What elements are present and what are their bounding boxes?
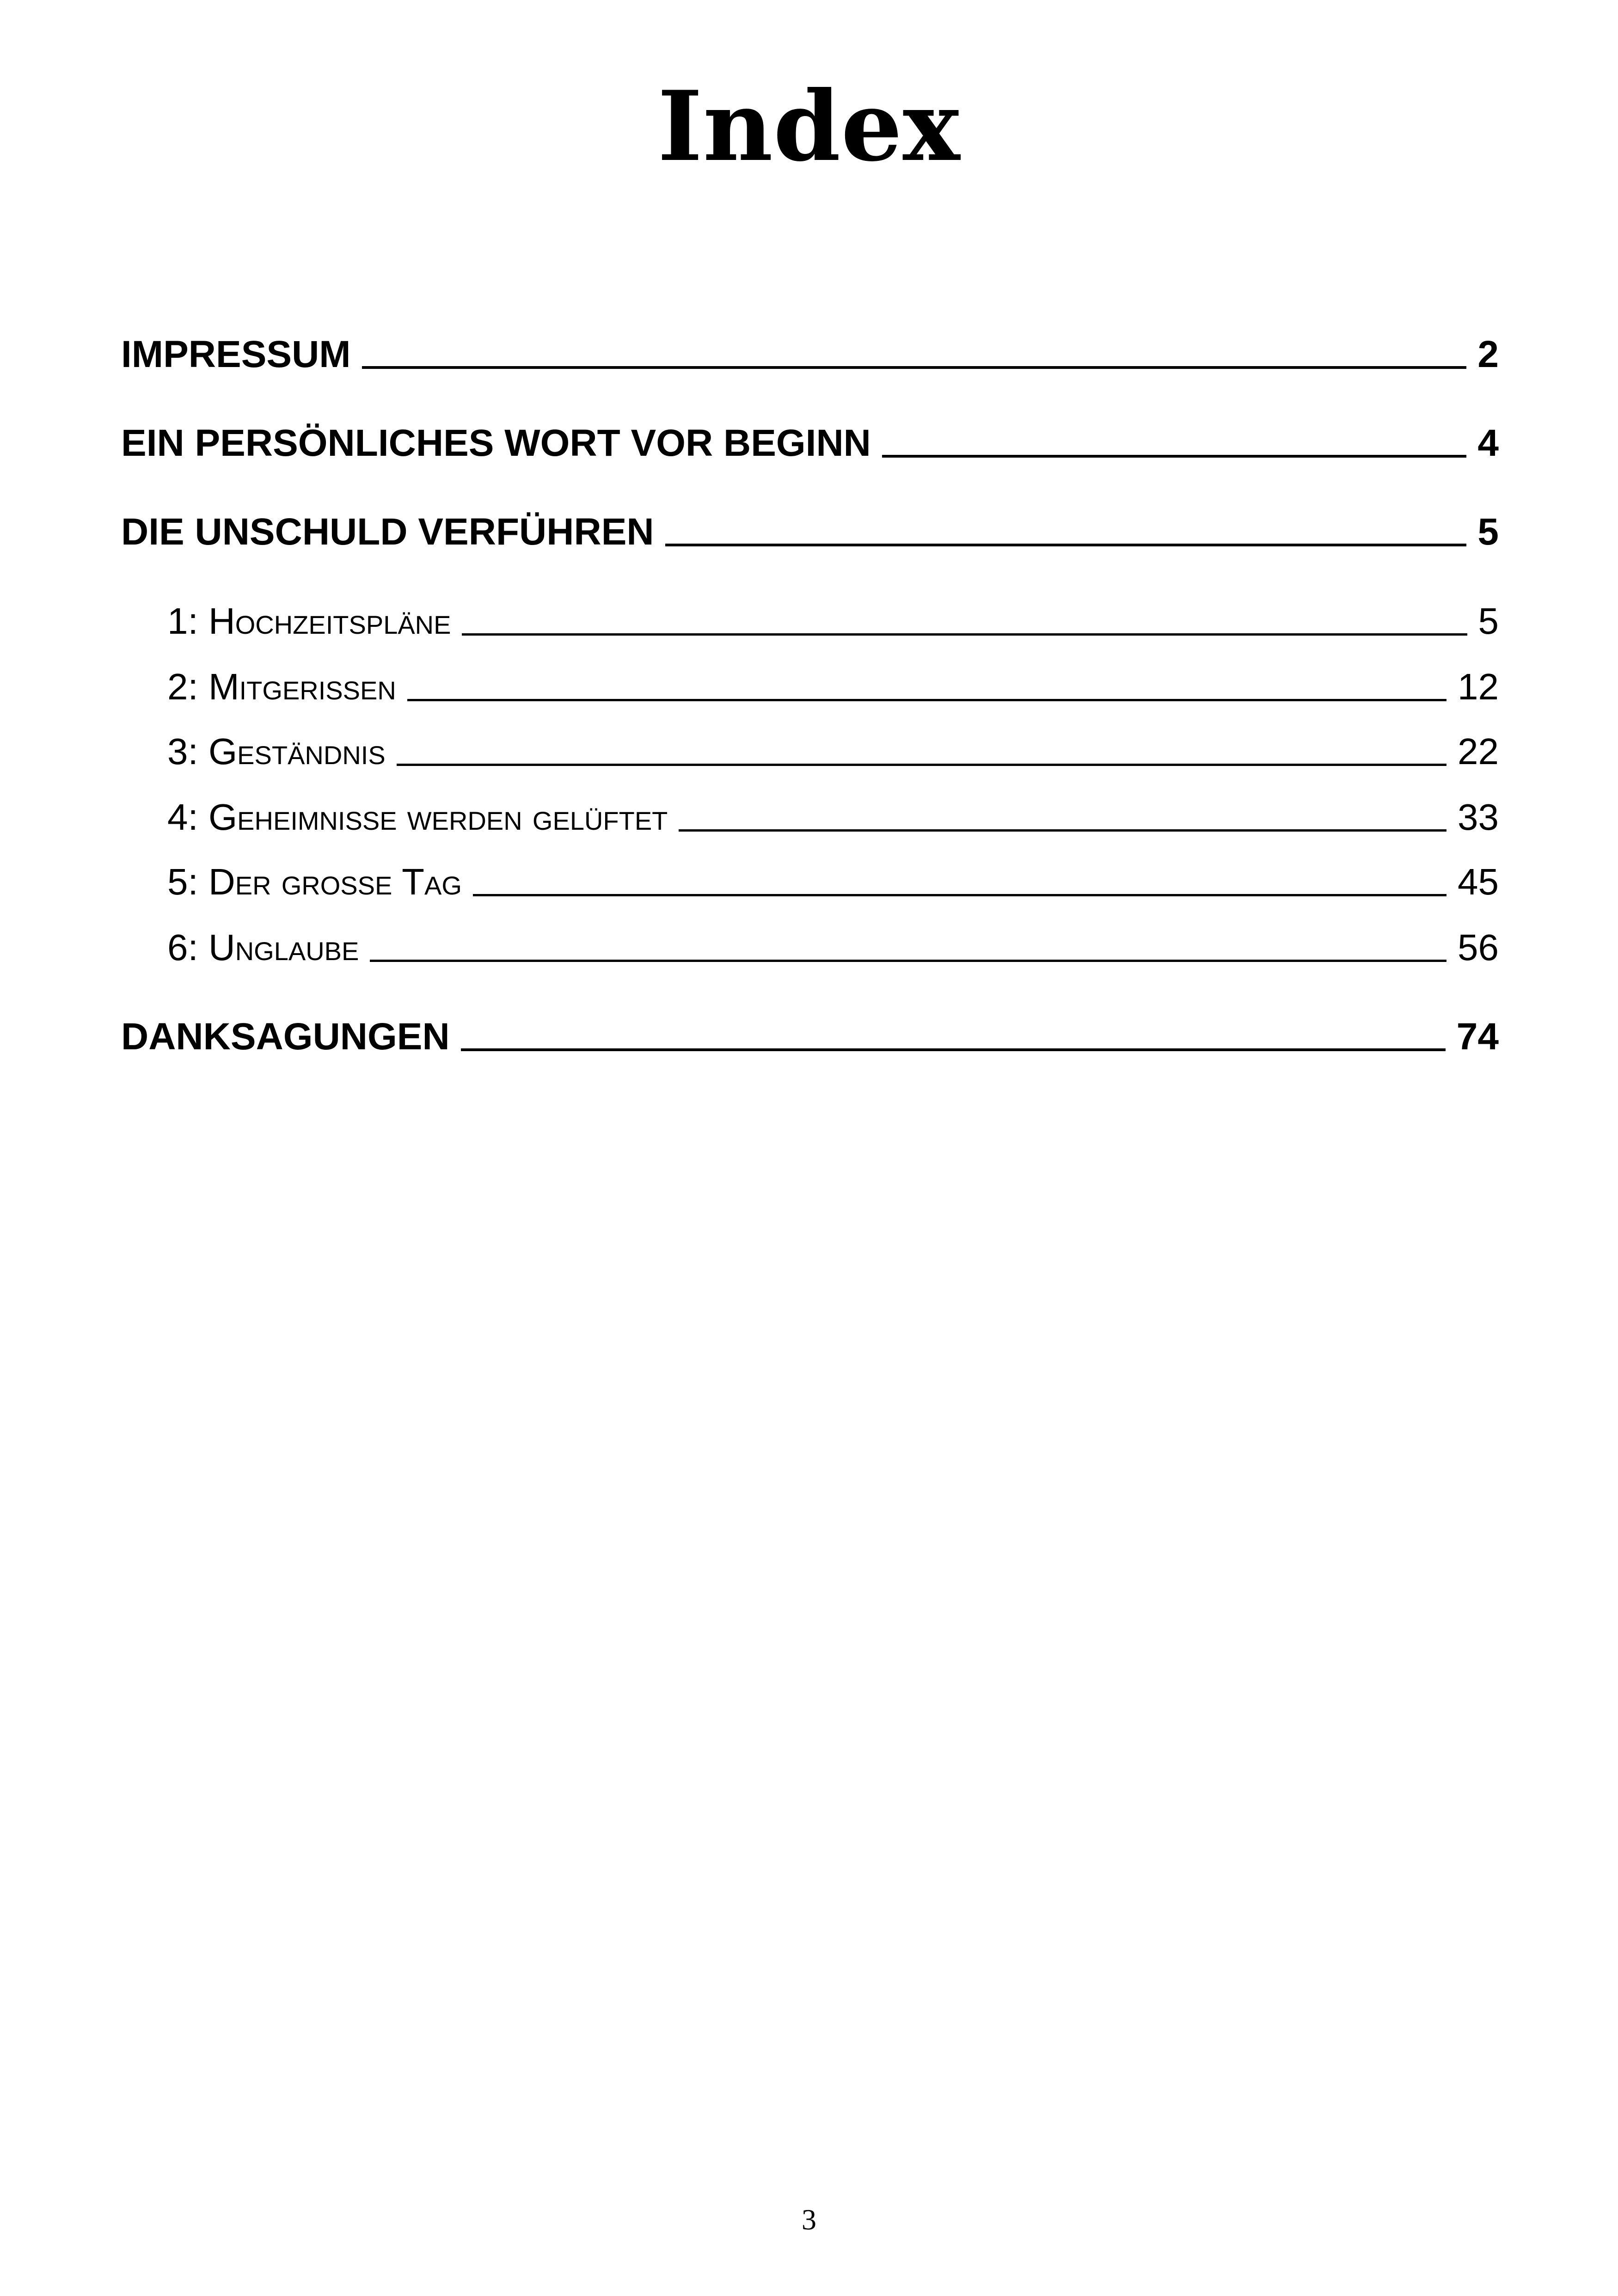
toc-page-number: 45 xyxy=(1458,861,1499,902)
toc-entry-chapter-2[interactable] xyxy=(167,666,1499,708)
toc-page-number: 5 xyxy=(1478,600,1499,642)
toc-entry-label: DANKSAGUNGEN xyxy=(121,1016,450,1058)
toc-entry-label: 5: Der große Tag xyxy=(167,861,462,902)
toc-page-number: 4 xyxy=(1477,422,1499,464)
toc-leader-line xyxy=(679,829,1446,832)
toc-page-number: 56 xyxy=(1458,927,1499,968)
toc-page-number: 74 xyxy=(1456,1016,1499,1058)
toc-leader-line xyxy=(370,960,1446,962)
toc-entry-die-unschuld-verfuehren[interactable] xyxy=(121,510,1499,554)
toc-leader-line xyxy=(397,764,1446,766)
toc-entry-label: 3: Geständnis xyxy=(167,731,386,772)
toc-page-number: 5 xyxy=(1477,511,1499,553)
toc-leader-line xyxy=(461,1048,1446,1051)
toc-page-number: 22 xyxy=(1458,731,1499,772)
toc-page-number: 33 xyxy=(1458,796,1499,838)
toc-entry-persoenliches-wort[interactable] xyxy=(121,422,1499,465)
toc-leader-line xyxy=(362,366,1467,369)
toc-entry-chapter-6[interactable] xyxy=(167,926,1499,969)
toc-entry-label: IMPRESSUM xyxy=(121,333,351,375)
toc-entry-label: DIE UNSCHULD VERFÜHREN xyxy=(121,511,654,553)
toc-leader-line xyxy=(462,633,1467,636)
toc-entry-chapter-4[interactable] xyxy=(167,796,1499,839)
toc-leader-line xyxy=(665,544,1467,546)
toc-leader-line xyxy=(473,894,1446,896)
toc-entry-label: 6: Unglaube xyxy=(167,927,359,968)
toc-entry-label: 1: Hochzeitspläne xyxy=(167,600,451,642)
toc-entry-chapter-1[interactable] xyxy=(167,600,1499,643)
toc-page-number: 2 xyxy=(1477,333,1499,375)
toc-entry-impressum[interactable] xyxy=(121,333,1499,376)
toc-entry-label: EIN PERSÖNLICHES WORT VOR BEGINN xyxy=(121,422,871,464)
toc-leader-line xyxy=(882,455,1466,458)
page-number-footer: 3 xyxy=(802,2203,816,2236)
toc-page-number: 12 xyxy=(1458,666,1499,707)
toc-entry-chapter-3[interactable] xyxy=(167,730,1499,773)
toc-entry-danksagungen[interactable] xyxy=(121,1015,1499,1059)
toc-leader-line xyxy=(407,699,1446,701)
toc-entry-label: 4: Geheimnisse werden gelüftet xyxy=(167,796,668,838)
toc-entry-chapter-5[interactable] xyxy=(167,861,1499,903)
page-title: Index xyxy=(657,70,961,183)
toc-entry-label: 2: Mitgerissen xyxy=(167,666,396,707)
